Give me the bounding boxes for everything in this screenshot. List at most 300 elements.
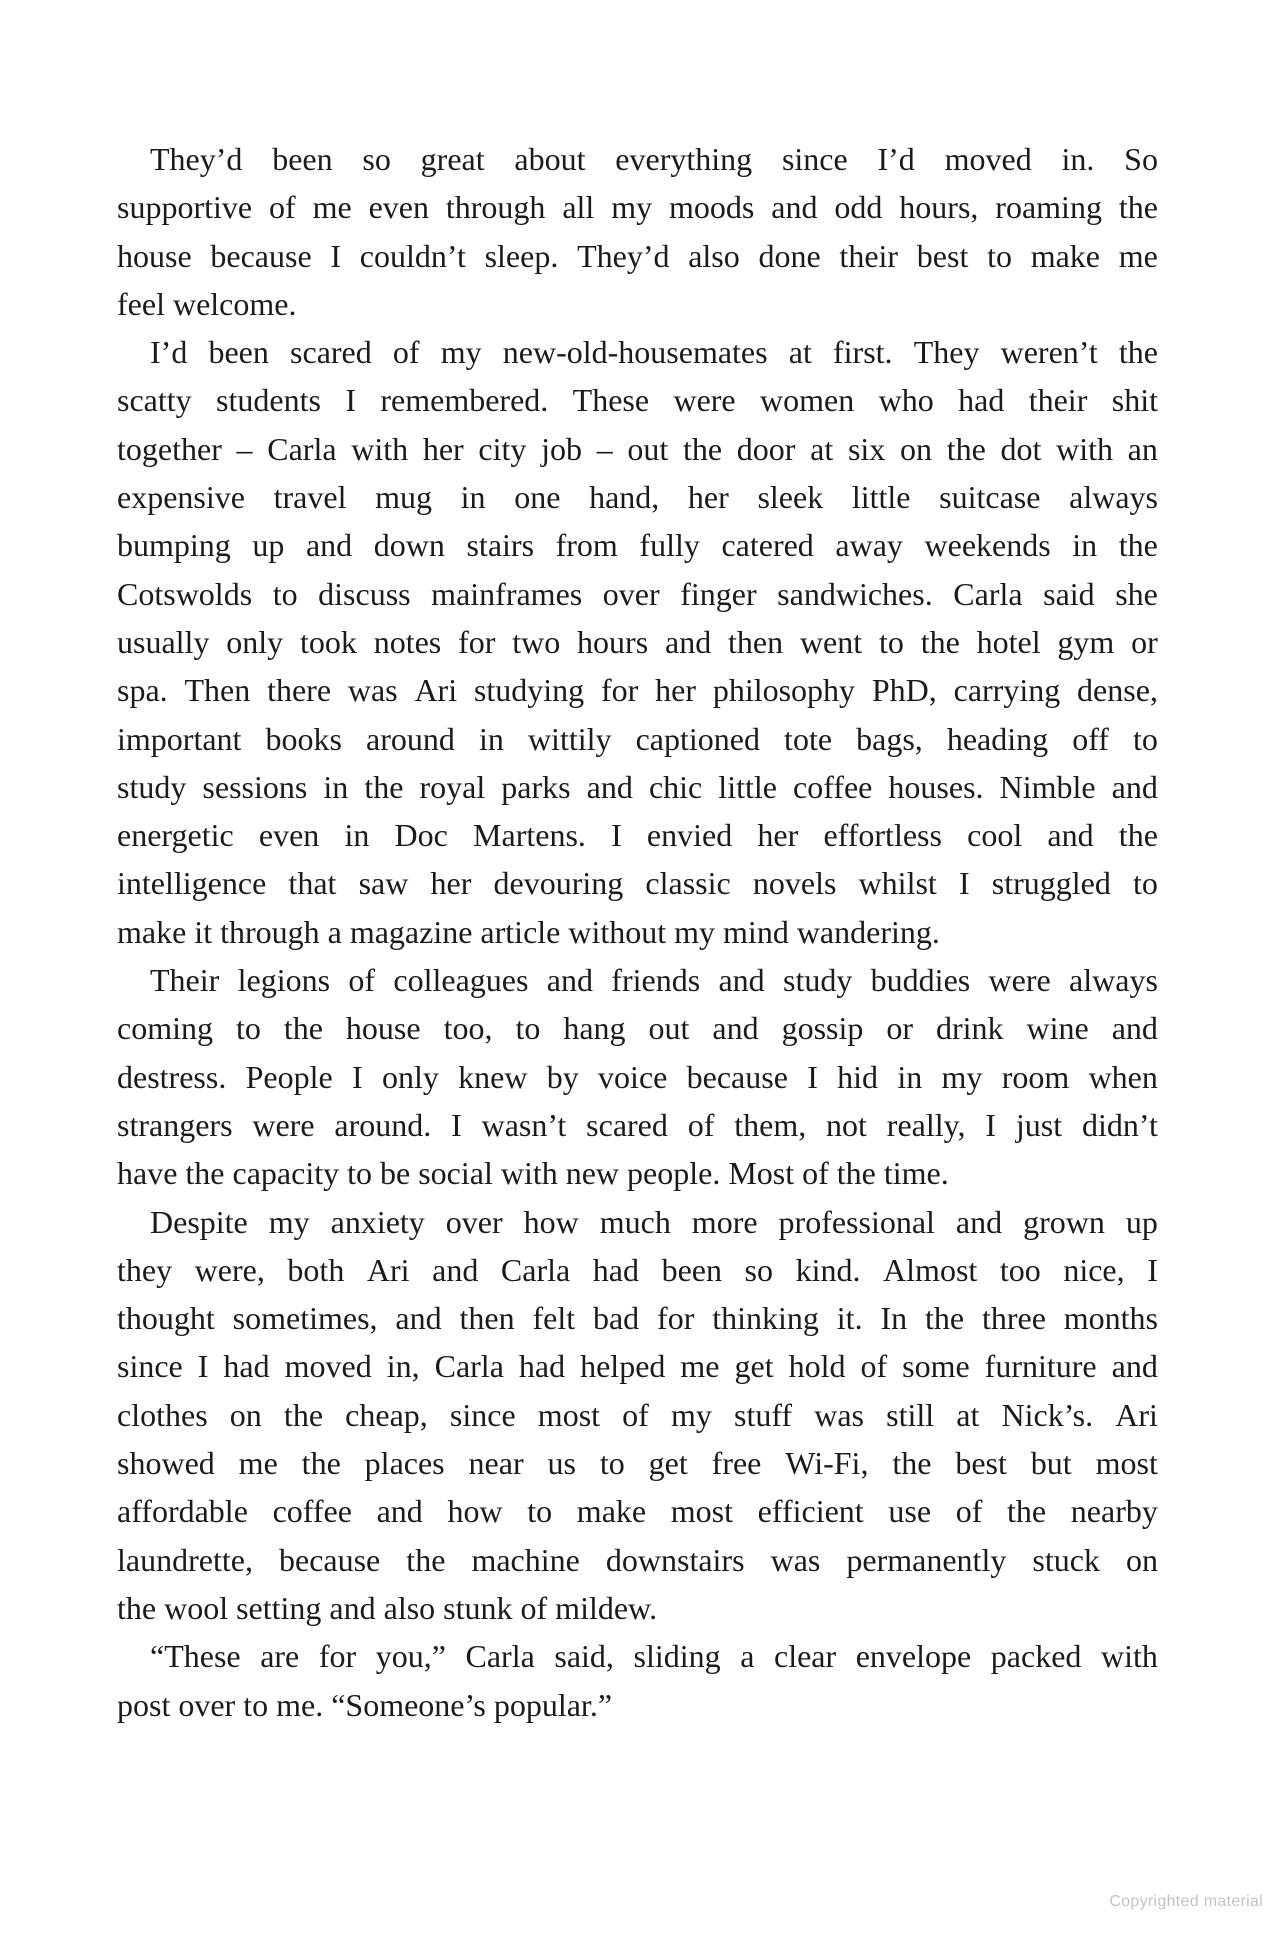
word: Then: [184, 672, 251, 709]
word: to: [515, 1010, 541, 1047]
word: bad: [592, 1300, 640, 1337]
word: notes: [373, 623, 442, 660]
word: coming: [117, 1010, 213, 1047]
word: in: [344, 817, 370, 854]
word: intelligence: [117, 865, 267, 902]
word: first.: [832, 334, 893, 371]
word: helped: [580, 1348, 666, 1385]
word: the: [946, 430, 986, 467]
paragraph: [117, 1198, 1158, 1633]
word: permanently: [846, 1541, 1007, 1578]
text-line: [117, 521, 1158, 569]
word: near: [468, 1445, 524, 1482]
word: Wi-Fi,: [785, 1445, 869, 1482]
word: their: [1028, 382, 1088, 419]
text-line: [117, 376, 1158, 424]
word: been: [208, 334, 269, 371]
word: were: [988, 962, 1051, 999]
text-line: [117, 232, 1158, 280]
word: hotel: [976, 623, 1041, 660]
word: books: [265, 720, 342, 757]
word: her: [430, 865, 472, 902]
text-line: [117, 715, 1158, 763]
word: some: [902, 1348, 970, 1385]
word: suitcase: [939, 479, 1041, 516]
word: at: [810, 430, 834, 467]
word: best: [916, 237, 969, 274]
word: So: [1124, 141, 1158, 177]
word: carrying: [953, 672, 1061, 709]
word: effortless: [823, 817, 942, 854]
word: on: [899, 430, 932, 467]
text-line: [117, 1053, 1158, 1101]
word: scared: [290, 334, 372, 371]
word: I: [451, 1106, 462, 1143]
word: too,: [443, 1010, 493, 1047]
word: my: [440, 334, 482, 371]
text-line: [117, 1439, 1158, 1487]
word: even: [258, 817, 320, 854]
word: even: [368, 189, 429, 226]
word: for: [458, 623, 496, 660]
word: Despite: [150, 1203, 248, 1240]
word: cheap,: [345, 1396, 428, 1433]
word: always: [1069, 479, 1158, 516]
paragraph: [117, 956, 1158, 1197]
text-line: [117, 135, 1158, 183]
word: discuss: [318, 575, 411, 612]
word: make: [576, 1493, 647, 1530]
word: since: [781, 141, 848, 177]
word: bags,: [856, 720, 923, 757]
word: showed: [117, 1445, 215, 1482]
word: had: [958, 382, 1005, 419]
word: stuck: [1032, 1541, 1100, 1578]
word: around: [366, 720, 455, 757]
word: with: [1056, 430, 1113, 467]
word: roaming: [995, 189, 1102, 226]
text-line: feel welcome.: [117, 285, 297, 322]
word: they: [117, 1251, 173, 1288]
word: months: [1063, 1300, 1158, 1337]
word: sessions: [202, 768, 308, 805]
word: always: [1069, 962, 1158, 999]
word: fully: [639, 527, 700, 564]
word: use: [888, 1493, 932, 1530]
word: by: [546, 1058, 579, 1095]
word: novels: [752, 865, 837, 902]
word: around.: [334, 1106, 432, 1143]
word: me: [680, 1348, 720, 1385]
text-line: [117, 1246, 1158, 1294]
word: energetic: [117, 817, 234, 854]
word: or: [886, 1010, 913, 1047]
word: –: [236, 430, 253, 467]
word: with: [1100, 1638, 1158, 1675]
word: to: [272, 575, 298, 612]
word: Almost: [883, 1251, 978, 1288]
word: PhD,: [871, 672, 937, 709]
word: moved: [284, 1348, 372, 1385]
word: nearby: [1070, 1493, 1158, 1530]
word: packed: [990, 1638, 1082, 1675]
word: weekends: [924, 527, 1051, 564]
paragraph: [117, 135, 1158, 328]
word: only: [381, 1058, 439, 1095]
word: houses.: [888, 768, 984, 805]
word: most: [1095, 1445, 1158, 1482]
word: how: [523, 1203, 579, 1240]
word: went: [799, 623, 863, 660]
word: buddies: [870, 962, 971, 999]
text-line: [117, 570, 1158, 618]
word: of: [392, 334, 420, 371]
word: coffee: [793, 768, 873, 805]
word: wittily: [527, 720, 612, 757]
word: were: [673, 382, 736, 419]
word: dot: [1000, 430, 1042, 467]
word: little: [718, 768, 777, 805]
word: finger: [680, 575, 757, 612]
text-line: [117, 1101, 1158, 1149]
word: sleep.: [484, 237, 559, 274]
word: her: [687, 479, 729, 516]
word: whilst: [858, 865, 937, 902]
word: a: [740, 1638, 755, 1675]
word: away: [835, 527, 903, 564]
word: most: [537, 1396, 601, 1433]
word: up: [252, 527, 285, 564]
word: expensive: [117, 479, 245, 516]
word: remembered.: [380, 382, 549, 419]
word: one: [514, 479, 561, 516]
word: sometimes,: [232, 1300, 378, 1337]
word: me: [1118, 237, 1158, 274]
word: laundrette,: [117, 1541, 253, 1578]
word: colleagues: [393, 962, 529, 999]
word: odd: [834, 189, 883, 226]
word: and: [432, 1251, 479, 1288]
word: my: [611, 189, 653, 226]
word: scatty: [117, 382, 192, 419]
word: of: [622, 1396, 649, 1433]
word: and: [546, 962, 593, 999]
text-line: [117, 1391, 1158, 1439]
word: had: [518, 1348, 566, 1385]
word: my: [670, 1396, 712, 1433]
word: down: [373, 527, 445, 564]
word: my: [268, 1203, 310, 1240]
word: places: [364, 1445, 445, 1482]
word: Nimble: [999, 768, 1096, 805]
word: since: [117, 1348, 183, 1385]
word: important: [117, 720, 242, 757]
word: of: [348, 962, 376, 999]
word: then: [459, 1300, 515, 1337]
word: the: [283, 1396, 324, 1433]
word: and: [376, 1493, 423, 1530]
text-line: [117, 1487, 1158, 1535]
text-line: [117, 425, 1158, 473]
word: make: [1030, 237, 1100, 274]
word: gym: [1057, 623, 1115, 660]
word: affordable: [117, 1493, 248, 1530]
word: travel: [273, 479, 347, 516]
word: women: [760, 382, 855, 419]
word: too: [999, 1251, 1041, 1288]
text-line: [117, 666, 1158, 714]
word: In: [880, 1300, 908, 1337]
word: the: [920, 623, 960, 660]
word: little: [851, 479, 911, 516]
word: to: [1133, 865, 1158, 902]
word: since: [449, 1396, 516, 1433]
word: Ari: [414, 672, 458, 709]
word: had: [223, 1348, 270, 1385]
text-line: have the capacity to be social with new people. Most of the time.: [117, 1155, 949, 1192]
word: study: [783, 962, 853, 999]
word: couldn’t: [359, 237, 466, 274]
word: didn’t: [1081, 1106, 1158, 1143]
word: envied: [646, 817, 733, 854]
word: to: [235, 1010, 261, 1047]
word: bumping: [117, 527, 231, 564]
word: clear: [773, 1638, 837, 1675]
word: I: [807, 1058, 818, 1095]
word: and: [1111, 1348, 1158, 1385]
word: in: [478, 720, 504, 757]
word: still: [886, 1396, 935, 1433]
word: anxiety: [330, 1203, 425, 1240]
paragraph: [117, 328, 1158, 956]
word: there: [267, 672, 332, 709]
word: said: [1043, 575, 1095, 612]
word: I: [345, 382, 356, 419]
word: to: [987, 237, 1012, 274]
word: the: [283, 1010, 323, 1047]
word: thinking: [712, 1300, 819, 1337]
word: the: [1118, 189, 1158, 226]
word: nice,: [1063, 1251, 1125, 1288]
word: Ari: [366, 1251, 410, 1288]
word: then: [728, 623, 784, 660]
word: tote: [784, 720, 833, 757]
word: I’d: [150, 334, 188, 371]
word: supportive: [117, 189, 253, 226]
text-line: [117, 183, 1158, 231]
word: been: [661, 1251, 722, 1288]
word: hid: [837, 1058, 879, 1095]
text-line: [117, 859, 1158, 907]
word: They: [913, 334, 980, 371]
text-line: [117, 1342, 1158, 1390]
word: just: [1015, 1106, 1063, 1143]
word: the: [1118, 334, 1158, 371]
word: six: [847, 430, 886, 467]
word: Carla: [500, 1251, 571, 1288]
word: They’d: [150, 141, 243, 177]
word: study: [117, 768, 187, 805]
word: of: [955, 1493, 983, 1530]
word: the: [892, 1445, 932, 1482]
word: I: [611, 817, 622, 854]
word: both: [287, 1251, 345, 1288]
word: royal: [419, 768, 486, 805]
text-line: [117, 763, 1158, 811]
word: hang: [563, 1010, 626, 1047]
word: catered: [721, 527, 814, 564]
word: and: [718, 962, 765, 999]
word: grown: [1023, 1203, 1105, 1240]
word: mainframes: [431, 575, 583, 612]
word: room: [1001, 1058, 1070, 1095]
word: her: [757, 817, 799, 854]
word: because: [686, 1058, 788, 1095]
word: and: [395, 1300, 442, 1337]
word: the: [924, 1300, 965, 1337]
word: when: [1088, 1058, 1158, 1095]
word: moved: [944, 141, 1032, 177]
word: classic: [645, 865, 731, 902]
word: at: [788, 334, 812, 371]
text-line: [117, 1004, 1158, 1052]
word: me: [238, 1445, 278, 1482]
word: also: [688, 237, 740, 274]
word: on: [229, 1396, 262, 1433]
word: “These: [150, 1638, 241, 1675]
word: I: [197, 1348, 209, 1385]
word: the: [364, 768, 404, 805]
word: and: [712, 1010, 759, 1047]
word: the: [1118, 527, 1158, 564]
word: struggled: [991, 865, 1111, 902]
word: in: [460, 479, 486, 516]
word: clothes: [117, 1396, 208, 1433]
word: to: [527, 1493, 553, 1530]
word: how: [447, 1493, 503, 1530]
word: in: [1072, 527, 1098, 564]
word: are: [260, 1638, 300, 1675]
word: for: [318, 1638, 357, 1675]
word: door: [736, 430, 796, 467]
word: philosophy: [712, 672, 856, 709]
word: destress.: [117, 1058, 227, 1095]
text-line: [117, 956, 1158, 1004]
word: Carla: [465, 1638, 535, 1675]
word: was: [814, 1396, 864, 1433]
word: gossip: [781, 1010, 864, 1047]
word: in: [897, 1058, 923, 1095]
word: was: [347, 672, 398, 709]
word: done: [758, 237, 821, 274]
word: free: [711, 1445, 762, 1482]
word: in,: [386, 1348, 420, 1385]
word: house: [345, 1010, 421, 1047]
word: because: [278, 1541, 381, 1578]
word: and: [586, 768, 633, 805]
word: Martens.: [473, 817, 586, 854]
word: of: [860, 1348, 888, 1385]
word: all: [562, 189, 595, 226]
word: shit: [1111, 382, 1158, 419]
word: took: [299, 623, 357, 660]
word: –: [596, 430, 613, 467]
word: off: [1072, 720, 1109, 757]
word: hours,: [899, 189, 979, 226]
word: were: [252, 1106, 315, 1143]
word: parks: [501, 768, 571, 805]
word: They’d: [577, 237, 670, 274]
word: coffee: [272, 1493, 352, 1530]
word: her: [422, 430, 464, 467]
word: much: [599, 1203, 671, 1240]
word: were,: [194, 1251, 265, 1288]
word: thought: [117, 1300, 215, 1337]
word: knew: [458, 1058, 528, 1095]
word: not: [826, 1106, 867, 1143]
word: best: [955, 1445, 1007, 1482]
word: was: [770, 1541, 821, 1578]
word: over: [445, 1203, 503, 1240]
word: so: [362, 141, 391, 177]
word: stuff: [734, 1396, 793, 1433]
word: new-old-housemates: [502, 334, 768, 371]
word: drink: [935, 1010, 1004, 1047]
copyright-watermark: Copyrighted material: [1109, 1893, 1263, 1910]
word: furniture: [984, 1348, 1097, 1385]
word: I: [330, 237, 342, 274]
word: usually: [117, 623, 210, 660]
text-line: [117, 811, 1158, 859]
word: city: [478, 430, 527, 467]
word: Cotswolds: [117, 575, 253, 612]
word: I’d: [877, 141, 915, 177]
word: them,: [734, 1106, 807, 1143]
word: stairs: [466, 527, 535, 564]
word: and: [1111, 768, 1158, 805]
word: wine: [1026, 1010, 1089, 1047]
word: wasn’t: [481, 1106, 567, 1143]
paragraph: [117, 1632, 1158, 1729]
word: and: [1047, 817, 1094, 854]
word: hand,: [589, 479, 660, 516]
word: the: [682, 430, 723, 467]
word: saw: [358, 865, 409, 902]
word: only: [226, 623, 284, 660]
word: Doc: [394, 817, 448, 854]
word: Carla: [267, 430, 337, 467]
word: devouring: [493, 865, 624, 902]
word: for: [657, 1300, 695, 1337]
word: get: [734, 1348, 774, 1385]
word: to: [1133, 720, 1158, 757]
text-line: [117, 1632, 1158, 1680]
word: had: [592, 1251, 639, 1288]
word: over: [602, 575, 660, 612]
word: and: [955, 1203, 1003, 1240]
word: felt: [532, 1300, 576, 1337]
word: Nick’s.: [1001, 1396, 1094, 1433]
word: house: [117, 237, 192, 274]
word: hold: [788, 1348, 846, 1385]
word: for: [600, 672, 639, 709]
word: three: [981, 1300, 1046, 1337]
word: who: [878, 382, 934, 419]
text-line: [117, 1294, 1158, 1342]
word: Carla: [953, 575, 1023, 612]
word: students: [216, 382, 321, 419]
word: the: [406, 1541, 446, 1578]
